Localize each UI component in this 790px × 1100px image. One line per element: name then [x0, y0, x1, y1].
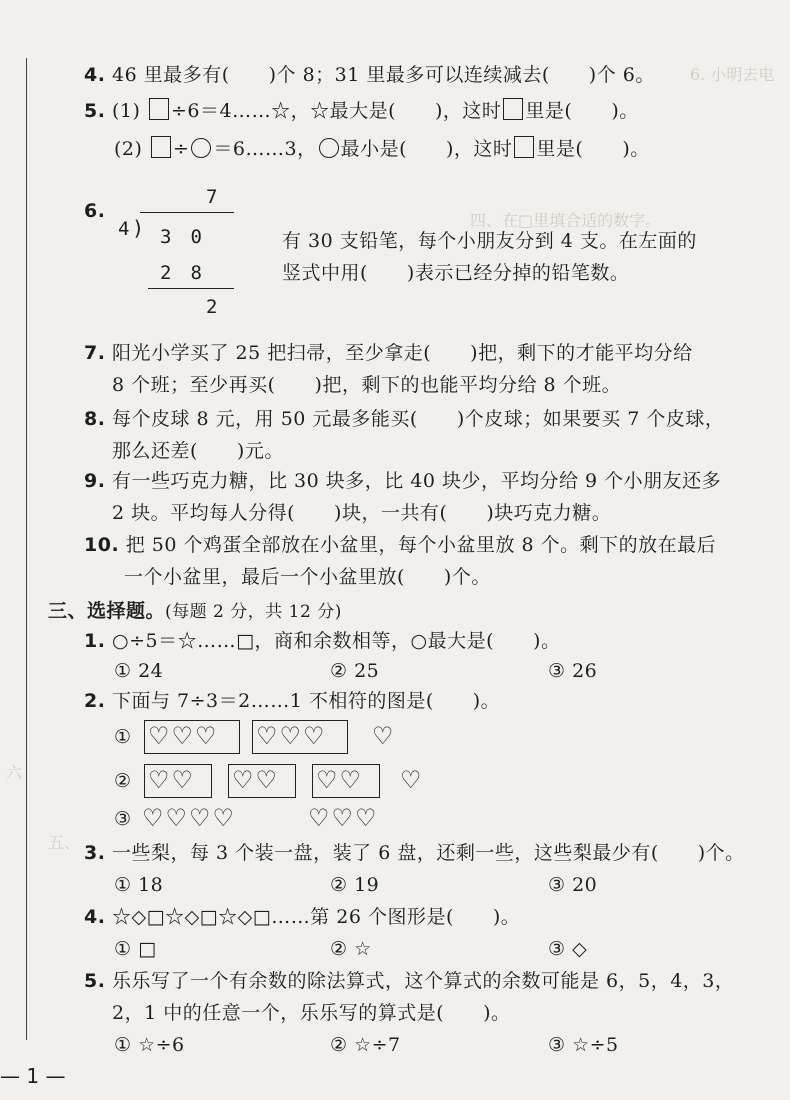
question-6-text2: 竖式中用( )表示已经分掉的铅笔数。: [282, 262, 630, 284]
option-1[interactable]: ① ☆÷6: [114, 1034, 185, 1056]
product: 2 8: [160, 262, 202, 284]
question-8: [84, 406, 724, 432]
option-3[interactable]: ③ 26: [548, 660, 598, 682]
page-number: — 1 —: [0, 1064, 66, 1088]
margin-line: [26, 58, 27, 1040]
choice-3: [84, 840, 745, 866]
question-number: 6.: [84, 200, 106, 222]
choice-4: [84, 904, 520, 930]
subtract-line: [148, 288, 234, 289]
question-text: 把 50 个鸡蛋全部放在小盆里，每个小盆里放 8 个。剩下的放在最后: [125, 534, 717, 556]
bleed-text: 四、在□里填合适的数字。: [470, 211, 662, 230]
answer-box[interactable]: [514, 136, 534, 158]
option-marker[interactable]: ③: [114, 808, 132, 830]
question-text: ＝6……3，: [213, 138, 317, 160]
question-6-text1: 有 30 支铅笔，每个小朋友分到 4 支。在左面的: [282, 230, 697, 252]
option-3[interactable]: ③ ☆÷5: [548, 1034, 619, 1056]
question-4: [84, 62, 655, 88]
option-2[interactable]: ② ☆: [330, 938, 372, 960]
option-2[interactable]: ② ☆÷7: [330, 1034, 401, 1056]
hearts-icon: ♡♡♡: [256, 722, 327, 750]
choice-5-line2: 2，1 中的任意一个，乐乐写的算式是( )。: [112, 1002, 511, 1024]
question-text: 乐乐写了一个有余数的除法算式，这个算式的余数可能是 6，5，4，3，: [112, 970, 735, 992]
question-8-line2: 那么还差( )元。: [112, 440, 284, 462]
question-text: 最小是( )，这时: [340, 138, 513, 160]
question-number: 8.: [84, 408, 106, 430]
division-bracket: ): [132, 216, 145, 240]
option-1[interactable]: ① 24: [114, 660, 164, 682]
question-number: 5.: [84, 970, 106, 992]
answer-box[interactable]: [151, 136, 171, 158]
quotient: 7: [206, 186, 218, 208]
option-2[interactable]: ② 25: [330, 660, 380, 682]
question-9-line2: 2 块。平均每人分得( )块，一共有( )块巧克力糖。: [112, 502, 612, 524]
dividend: 3 0: [160, 226, 202, 248]
option-1[interactable]: ① □: [114, 938, 157, 960]
divisor: 4: [118, 218, 130, 240]
question-6-number: [84, 198, 105, 224]
choice-1: [84, 628, 560, 654]
question-text: 里是( )。: [536, 138, 650, 160]
question-number: 3.: [84, 842, 106, 864]
answer-box[interactable]: [149, 98, 169, 120]
option-1[interactable]: ① 18: [114, 874, 164, 896]
circle-symbol: [319, 138, 339, 158]
question-5a: [84, 98, 639, 124]
hearts-icon: ♡♡♡♡: [142, 804, 237, 832]
question-text: ○÷5＝☆……□，商和余数相等，○最大是( )。: [112, 630, 561, 652]
option-3[interactable]: ③ ◇: [548, 938, 588, 960]
hearts-icon: ♡♡♡: [148, 722, 219, 750]
question-text: ÷: [172, 138, 190, 160]
question-text: ÷6＝4……☆，☆最大是( )，这时: [170, 100, 502, 122]
question-10: [84, 532, 716, 558]
hearts-icon: ♡♡♡: [308, 804, 379, 832]
section-title: 三、选择题。: [48, 600, 166, 622]
choice-5: [84, 968, 734, 994]
section-note: (每题 2 分，共 12 分): [165, 602, 342, 622]
question-text: 有一些巧克力糖，比 30 块多，比 40 块少，平均分给 9 个小朋友还多: [112, 470, 722, 492]
option-3[interactable]: ③ 20: [548, 874, 598, 896]
question-text: 下面与 7÷3＝2……1 不相符的图是( )。: [112, 690, 501, 712]
heart-icon: ♡: [400, 766, 424, 794]
sub-label: (1): [112, 100, 141, 122]
question-text: 一些梨，每 3 个装一盘，装了 6 盘，还剩一些，这些梨最少有( )个。: [112, 842, 745, 864]
choice-2: [84, 688, 500, 714]
hearts-icon: ♡♡: [232, 766, 280, 794]
question-number: 7.: [84, 342, 106, 364]
question-text: 46 里最多有( )个 8；31 里最多可以连续减去( )个 6。: [112, 64, 655, 86]
bleed-text: 六: [6, 763, 23, 782]
section-heading: [48, 598, 342, 625]
option-marker[interactable]: ②: [114, 770, 132, 792]
heart-icon: ♡: [372, 722, 396, 750]
question-text: 每个皮球 8 元，用 50 元最多能买( )个皮球；如果要买 7 个皮球，: [112, 408, 725, 430]
circle-blank[interactable]: [191, 138, 211, 158]
question-number: 9.: [84, 470, 106, 492]
question-number: 5.: [84, 100, 106, 122]
question-number: 2.: [84, 690, 106, 712]
bleed-text: 五、: [48, 833, 81, 852]
sub-label: (2): [114, 138, 143, 160]
question-number: 4.: [84, 64, 106, 86]
question-7: [84, 340, 693, 366]
answer-box[interactable]: [503, 98, 523, 120]
question-number: 4.: [84, 906, 106, 928]
bleed-text: 6. 小明去电: [690, 65, 775, 84]
division-bar: [140, 212, 234, 213]
question-text: 里是( )。: [525, 100, 639, 122]
question-text: ☆◇□☆◇□☆◇□……第 26 个图形是( )。: [112, 906, 521, 928]
question-number: 1.: [84, 630, 106, 652]
question-text: 阳光小学买了 25 把扫帚，至少拿走( )把，剩下的才能平均分给: [112, 342, 693, 364]
option-2[interactable]: ② 19: [330, 874, 380, 896]
question-7-line2: 8 个班；至少再买( )把，剩下的也能平均分给 8 个班。: [112, 374, 622, 396]
question-9: [84, 468, 721, 494]
question-number: 10.: [84, 534, 120, 556]
hearts-icon: ♡♡: [316, 766, 364, 794]
remainder: 2: [206, 296, 218, 318]
question-5b: [114, 136, 650, 162]
option-marker[interactable]: ①: [114, 726, 132, 748]
hearts-icon: ♡♡: [148, 766, 196, 794]
question-10-line2: 一个小盆里，最后一个小盆里放( )个。: [124, 566, 491, 588]
